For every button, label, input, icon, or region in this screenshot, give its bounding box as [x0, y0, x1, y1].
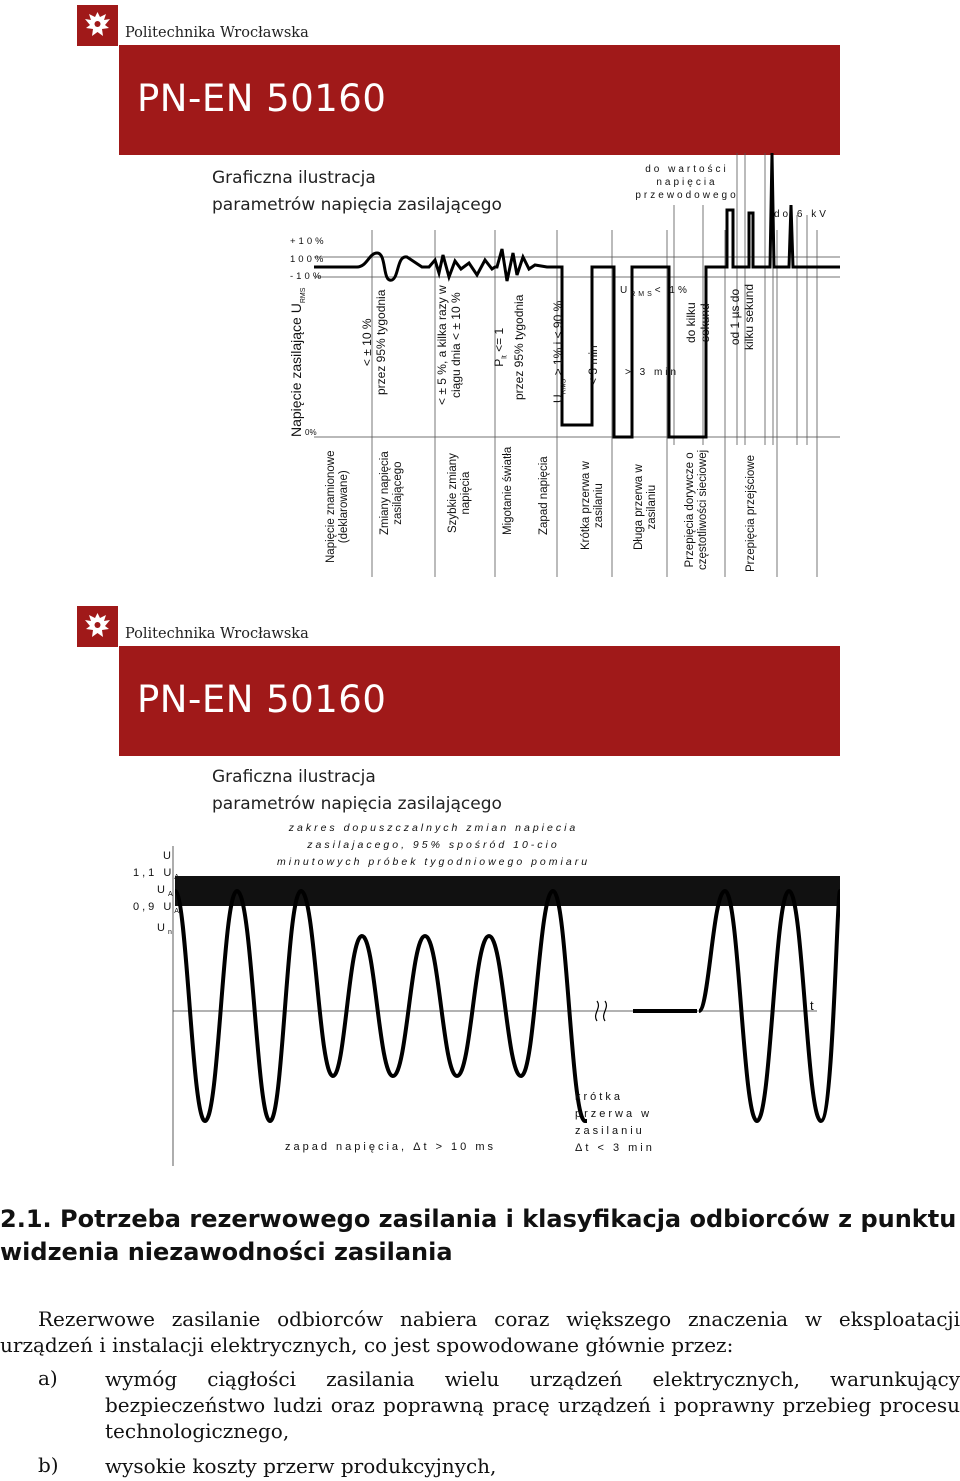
sine-wave-after-break: [699, 891, 840, 1121]
annotation-long-break-time: > 3 min: [625, 367, 680, 378]
university-name: Politechnika Wrocławska: [125, 25, 309, 41]
annotation-rapid-change: < ± 5 %, a kilka razy w ciągu dnia < ± 10 %: [435, 285, 463, 405]
dip-label: zapad napięcia, Δt > 10 ms: [285, 1141, 497, 1153]
tolerance-band: [175, 876, 840, 906]
list-item-a: wymóg ciągłości zasilania wielu urządzeń elektrycznych, warunkujący bezpieczeństwo ludzi oraz poprawną pracę urządzeń i poprawny przebieg procesu technologicznego,: [105, 1367, 960, 1443]
time-label: t: [810, 998, 814, 1013]
category-long-interruption: Długa przerwa w zasilaniu: [633, 464, 658, 550]
category-supply-variations: Zmiany napięcia zasilającego: [379, 451, 404, 535]
y-label-0-9ua: 0,9 $U_A$: [133, 901, 182, 916]
list-item-marker-b: b): [38, 1453, 59, 1477]
subtitle-line-1: Graficzna ilustracja: [212, 168, 376, 188]
category-transient-overvoltage: Przepięcia przejściowe: [745, 455, 757, 572]
y-label-ua: $U_A$: [157, 884, 176, 899]
y-label-un: $U_n$: [157, 922, 175, 937]
annotation-long-break-level: $U_{RMS}< 1\%$: [620, 285, 690, 298]
list-item-marker-a: a): [38, 1366, 58, 1390]
y-label-1-1ua: 1,1 $U_A$: [133, 867, 182, 882]
top-note: do wartości napięcia przewodowego: [635, 164, 739, 201]
annotation-supply-variation: < ± 10 % przez 95% tygodnia: [360, 289, 388, 395]
category-nominal: Napięcie znamionowe (deklarowane): [325, 450, 350, 563]
slide-title: PN-EN 50160: [137, 678, 387, 721]
subtitle-line-2: parametrów napięcia zasilającego: [212, 195, 502, 215]
top-right-note: do 6 kV: [774, 209, 829, 220]
list-item-b: wysokie koszty przerw produkcyjnych,: [105, 1454, 497, 1478]
slide-1: [77, 5, 840, 577]
category-rapid-changes: Szybkie zmiany napięcia: [447, 453, 472, 533]
voltage-trace: [314, 153, 840, 437]
level-label-plus10: +10%: [290, 236, 327, 247]
subtitle-line-2: parametrów napięcia zasilającego: [212, 794, 502, 814]
category-voltage-dip: Zapad napięcia: [538, 456, 550, 535]
level-label-zero: 0%: [305, 428, 317, 437]
level-label-100: 100%: [290, 254, 327, 265]
category-temporary-overvoltage: Przepięcia dorywcze o częstotliwości sieciowej: [684, 449, 709, 570]
university-name: Politechnika Wrocławska: [125, 626, 309, 642]
annotation-dip: $U_{RMS} > 1\%$ i < 90 %: [551, 300, 568, 403]
subtitle-line-1: Graficzna ilustracja: [212, 767, 376, 787]
section-heading: 2.1. Potrzeba rezerwowego zasilania i klasyfikacja odbiorców z punktu widzenia niezawodności zasilania: [0, 1205, 957, 1266]
y-label-u: U: [163, 850, 174, 862]
category-short-interruption: Krótka przerwa w zasilaniu: [580, 461, 605, 550]
annotation-short-break: < 3 min: [586, 345, 600, 385]
sine-wave: [175, 891, 587, 1121]
short-break-label: krótka przerwa w zasilaniu Δt < 3 min: [575, 1091, 655, 1154]
y-axis-label: Napięcie zasilające $U_{RMS}$: [288, 287, 307, 437]
waveform-diagram: [77, 606, 840, 1176]
intro-paragraph: Rezerwowe zasilanie odbiorców nabiera coraz większego znaczenia w eksploatacji urządzeń i instalacji elektrycznych, co jest spowodowane głównie przez:: [0, 1307, 960, 1357]
annotation-flicker: $P_{lt} <= 1$ przez 95% tygodnia: [492, 294, 527, 400]
annotation-temporary-overvoltage: do kilku sekund: [684, 302, 712, 343]
slide-2: [77, 606, 840, 1176]
slide-title: PN-EN 50160: [137, 77, 387, 120]
annotation-transient: od 1 µs do kilku sekund: [728, 283, 756, 350]
level-label-minus10: -10%: [290, 271, 325, 282]
category-flicker: Migotanie światła: [502, 446, 514, 535]
tolerance-note: zakres dopuszczalnych zmian napiecia zasilajacego, 95% spośród 10-cio minutowych próbek tygodniowego pomiaru: [277, 822, 591, 868]
